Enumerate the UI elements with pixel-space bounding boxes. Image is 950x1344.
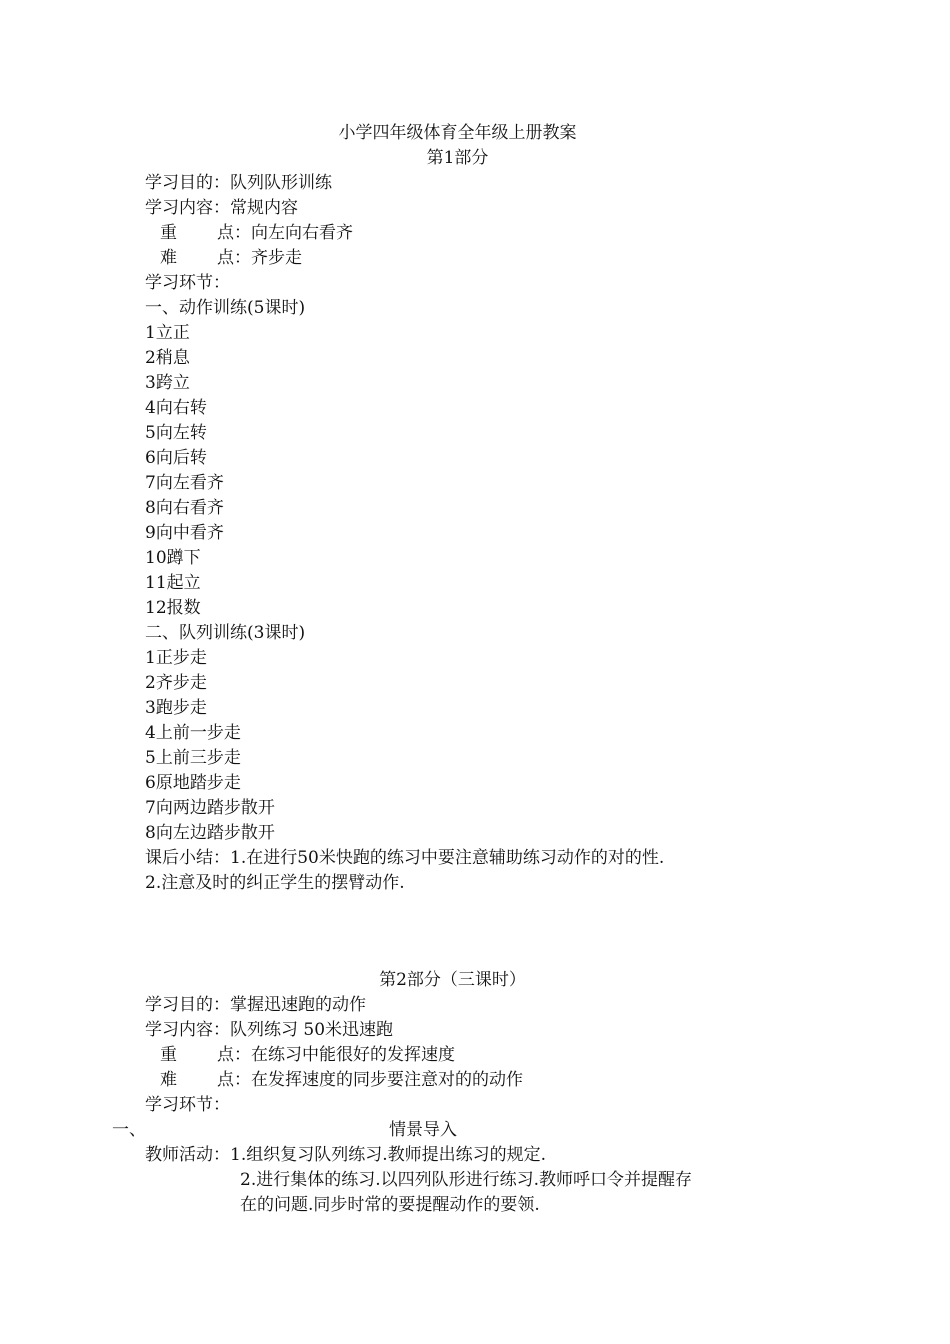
key-text: 点：向左向右看齐 bbox=[217, 223, 353, 243]
list-item: 1正步走 bbox=[145, 648, 207, 668]
part2-goal: 学习目的：掌握迅速跑的动作 bbox=[145, 995, 366, 1015]
part1-content: 学习内容：常规内容 bbox=[145, 198, 298, 218]
list-item: 8向左边踏步散开 bbox=[145, 823, 275, 843]
summary-line-1: 课后小结：1.在进行50米快跑的练习中要注意辅助练习动作的对的性. bbox=[145, 848, 665, 868]
section1-title: 一、动作训练(5课时) bbox=[145, 298, 306, 318]
part2-content: 学习内容：队列练习 50米迅速跑 bbox=[145, 1020, 394, 1040]
section2-title: 二、队列训练(3课时) bbox=[145, 623, 306, 643]
difficulty-text: 点：齐步走 bbox=[217, 248, 302, 268]
list-item: 2稍息 bbox=[145, 348, 190, 368]
part1-goal: 学习目的：队列队形训练 bbox=[145, 173, 332, 193]
part1-difficulty bbox=[160, 246, 302, 271]
key-label: 重 bbox=[160, 223, 177, 243]
list-item: 4向右转 bbox=[145, 398, 207, 418]
list-item: 11起立 bbox=[145, 573, 201, 593]
teacher-activity-line-1: 教师活动：1.组织复习队列练习.教师提出练习的规定. bbox=[145, 1145, 547, 1165]
summary-line-2: 2.注意及时的纠正学生的摆臂动作. bbox=[145, 873, 405, 893]
list-item: 3跑步走 bbox=[145, 698, 207, 718]
list-item: 6向后转 bbox=[145, 448, 207, 468]
list-item: 5向左转 bbox=[145, 423, 207, 443]
teacher-activity-line-2: 2.进行集体的练习.以四列队形进行练习.教师呼口令并提醒存 bbox=[240, 1170, 693, 1190]
part2-section-title: 情景导入 bbox=[389, 1120, 457, 1140]
list-item: 9向中看齐 bbox=[145, 523, 224, 543]
list-item: 7向左看齐 bbox=[145, 473, 224, 493]
document-title: 小学四年级体育全年级上册教案 bbox=[338, 123, 577, 143]
list-item: 10蹲下 bbox=[145, 548, 201, 568]
key-label: 重 bbox=[160, 1045, 177, 1065]
list-item: 3跨立 bbox=[145, 373, 190, 393]
part1-steps: 学习环节： bbox=[145, 273, 230, 293]
key-text: 点：在练习中能很好的发挥速度 bbox=[217, 1045, 455, 1065]
list-item: 8向右看齐 bbox=[145, 498, 224, 518]
list-item: 4上前一步走 bbox=[145, 723, 241, 743]
part2-difficulty bbox=[160, 1068, 523, 1093]
part2-heading: 第2部分（三课时） bbox=[379, 970, 526, 990]
list-item: 12报数 bbox=[145, 598, 201, 618]
list-item: 1立正 bbox=[145, 323, 190, 343]
difficulty-label: 难 bbox=[160, 1070, 177, 1090]
part2-key-point bbox=[160, 1043, 455, 1068]
part1-key-point bbox=[160, 221, 353, 246]
part1-heading: 第1部分 bbox=[426, 148, 489, 168]
difficulty-text: 点：在发挥速度的同步要注意对的的动作 bbox=[217, 1070, 523, 1090]
list-item: 6原地踏步走 bbox=[145, 773, 241, 793]
list-item: 2齐步走 bbox=[145, 673, 207, 693]
part2-steps: 学习环节： bbox=[145, 1095, 230, 1115]
difficulty-label: 难 bbox=[160, 248, 177, 268]
list-item: 7向两边踏步散开 bbox=[145, 798, 275, 818]
teacher-activity-line-3: 在的问题.同步时常的要提醒动作的要领. bbox=[240, 1195, 540, 1215]
list-item: 5上前三步走 bbox=[145, 748, 241, 768]
part2-section-number: 一、 bbox=[112, 1120, 146, 1140]
